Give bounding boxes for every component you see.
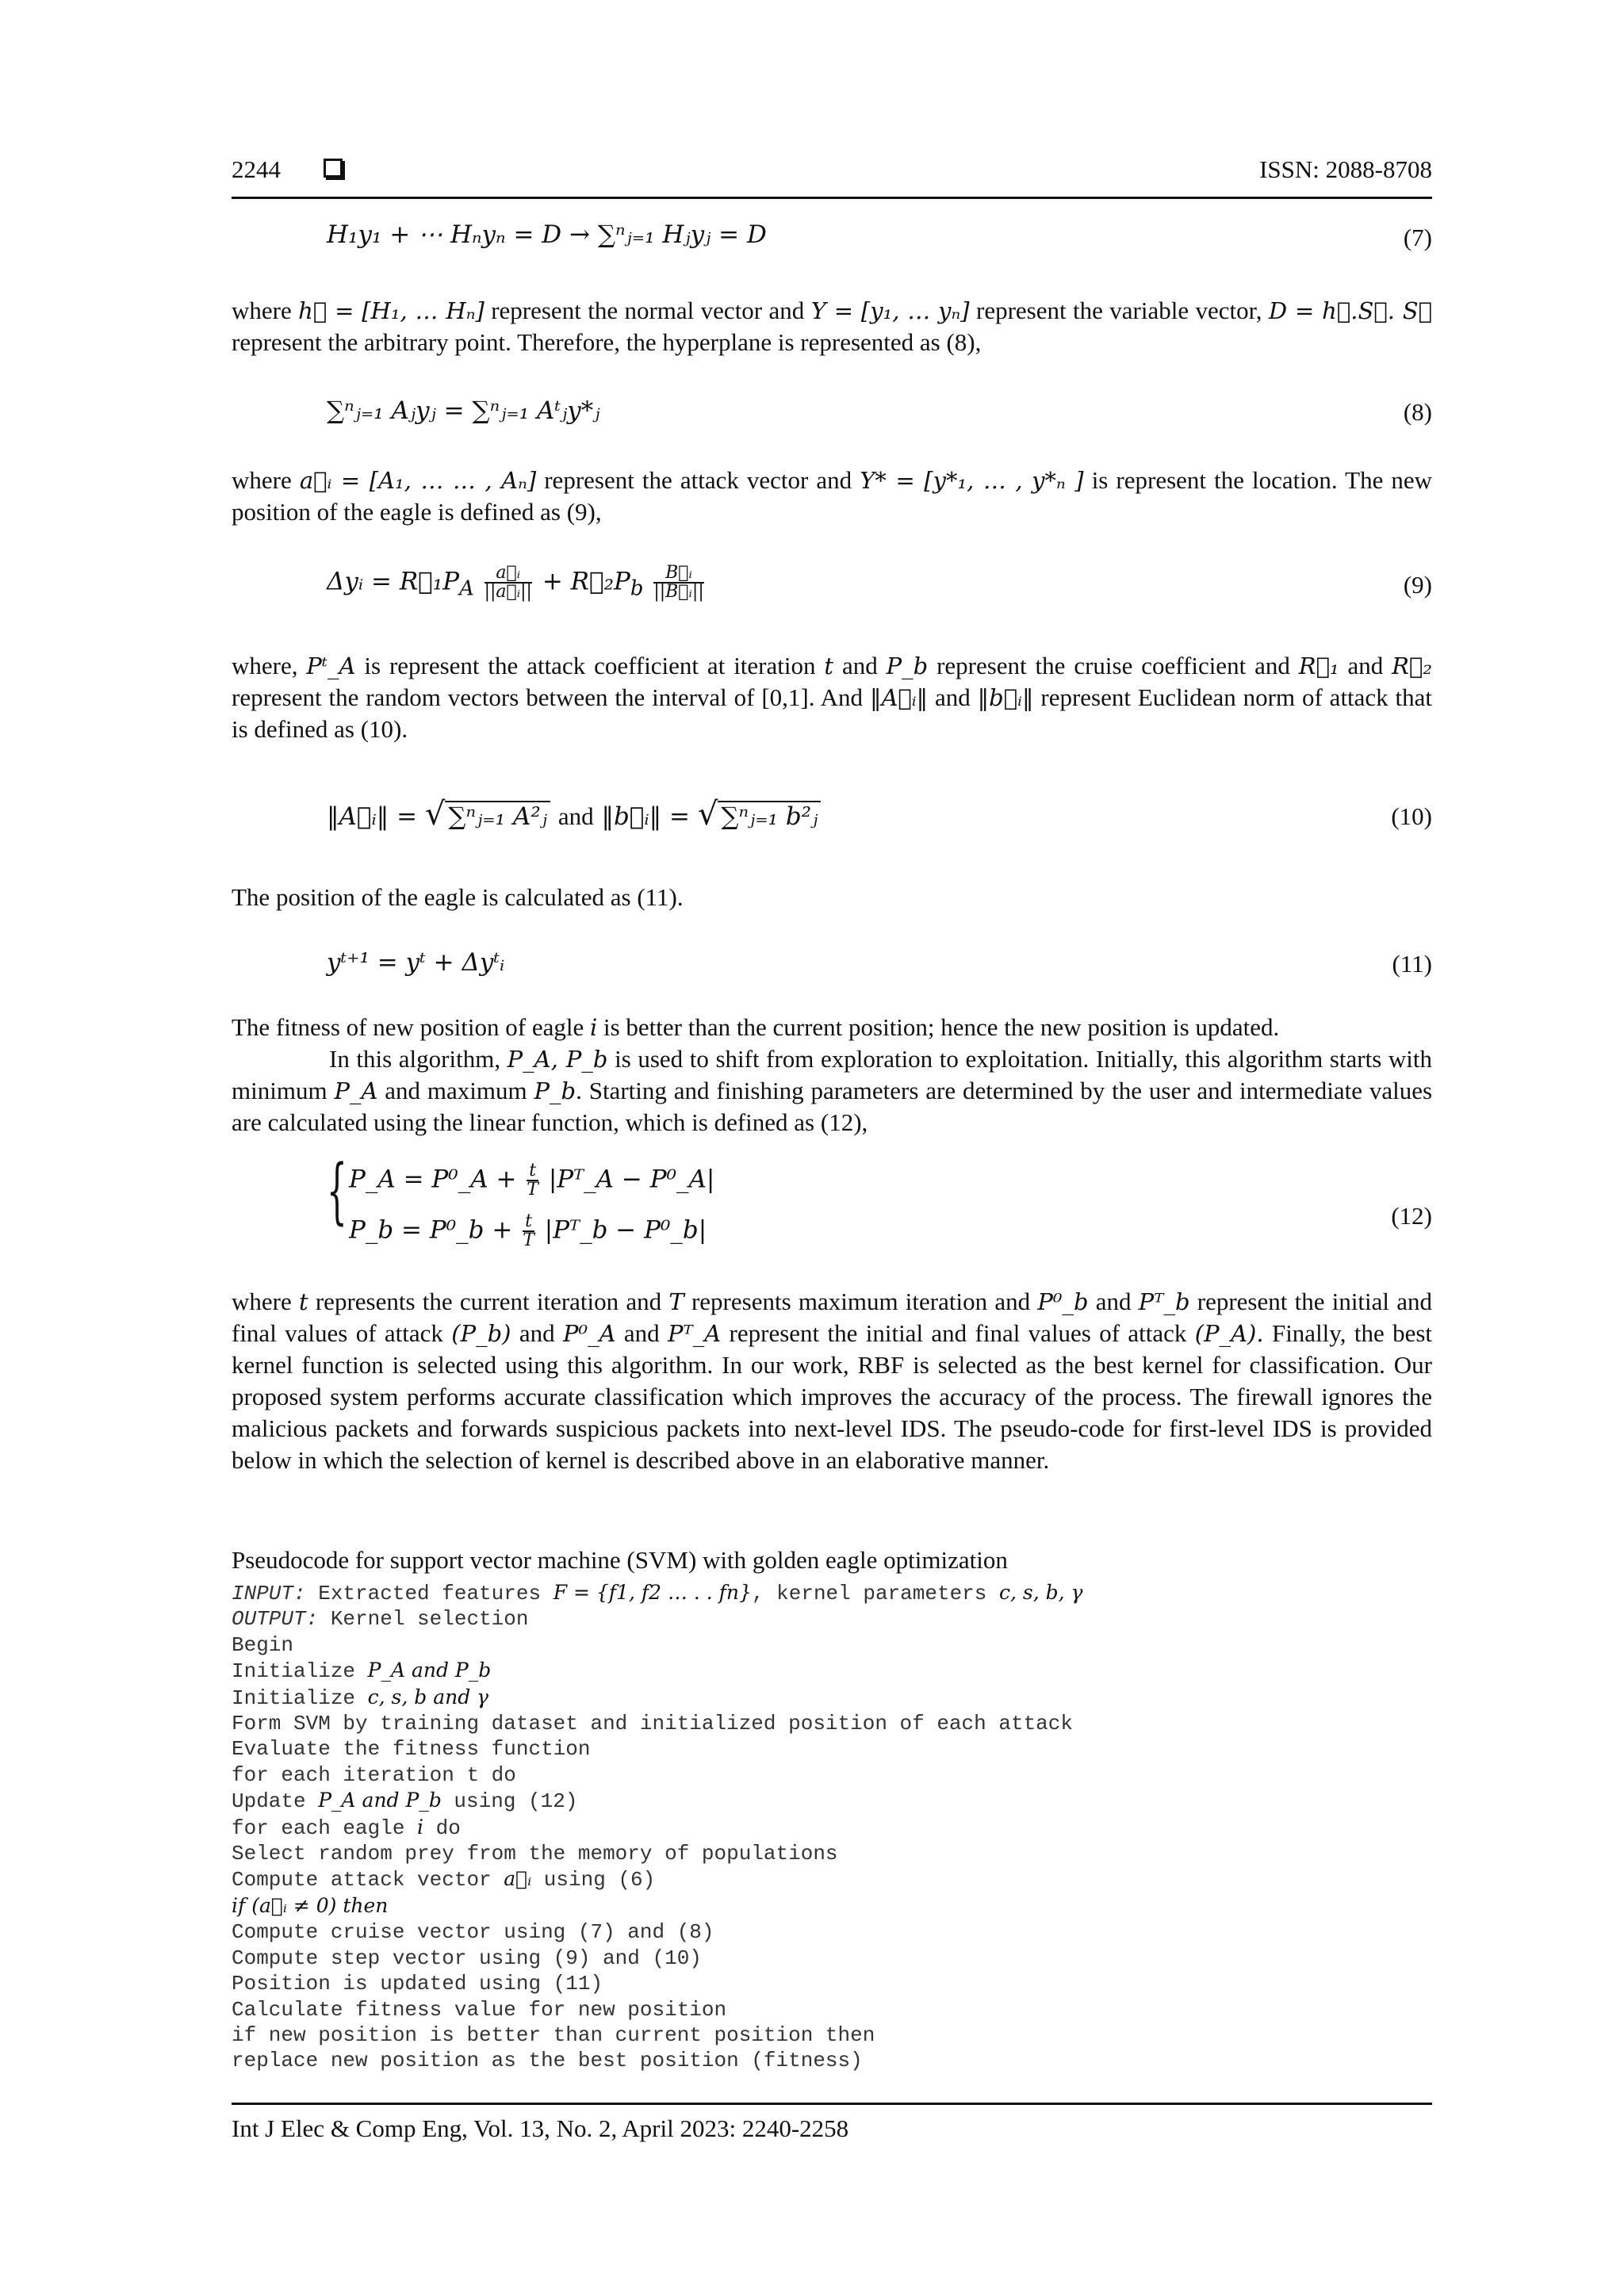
math-inline: F = {f1, f2 … . . fn} — [553, 1581, 752, 1604]
pseudocode-title: Pseudocode for support vector machine (SVM) with golden eagle optimization — [232, 1546, 1008, 1574]
math-inline: R⃗₁ — [1298, 652, 1339, 679]
text: is represent the location. The new position of the eagle is defined as (9), — [232, 466, 1433, 526]
code-line: Compute cruise vector using (7) and (8) — [232, 1920, 714, 1945]
math-term: A — [459, 576, 474, 601]
equation-12-line-1 — [349, 1162, 714, 1199]
math-term: ‖b⃗ᵢ‖ = — [601, 802, 690, 831]
fraction — [485, 564, 532, 601]
denominator: ||B⃗ᵢ|| — [653, 582, 704, 602]
fraction — [523, 1213, 534, 1249]
text: represent the normal vector and — [491, 297, 805, 324]
code-keyword: OUTPUT: — [232, 1607, 319, 1632]
text: where — [232, 1288, 292, 1315]
code-text: Extracted features — [305, 1582, 553, 1605]
text: . Starting and finishing parameters are determined by the user and intermediate values are calculated using the linear function, which is defined as (12), — [232, 1077, 1433, 1136]
text: where — [232, 297, 292, 324]
code-line: if new position is better than current position then — [232, 2022, 875, 2047]
math-inline: T — [668, 1288, 684, 1315]
code-text: for each eagle — [232, 1816, 418, 1840]
code-line — [232, 1606, 1082, 1632]
equation-11-number: (11) — [1392, 950, 1432, 978]
math-inline: P_A and P_b — [367, 1659, 492, 1682]
equation-8: ∑ⁿⱼ₌₁ Aⱼyⱼ = ∑ⁿⱼ₌₁ Aᵗⱼy*ⱼ — [327, 396, 600, 425]
math-inline: Y = [y₁, … yₙ] — [810, 297, 970, 324]
page-footer: Int J Elec & Comp Eng, Vol. 13, No. 2, April 2023: 2240-2258 — [232, 2103, 1432, 2143]
equation-12-number: (12) — [1391, 1202, 1432, 1230]
math-inline: c, s, b and γ — [367, 1685, 489, 1709]
text: represent the attack vector and — [544, 466, 852, 494]
denominator: ||a⃗ᵢ|| — [484, 582, 532, 602]
pseudocode-block — [232, 1580, 1082, 2074]
code-line — [232, 1815, 1082, 1841]
math-term: Δyᵢ = R⃗₁P — [327, 567, 460, 596]
code-line — [232, 1893, 1082, 1919]
math-inline: a⃗ᵢ = [A₁, … … , Aₙ] — [299, 467, 537, 494]
math-inline: Pᵀ_A — [668, 1320, 722, 1347]
code-text: do — [423, 1816, 461, 1840]
math-inline: P⁰_b — [1037, 1288, 1089, 1315]
math-term: |Pᵀ_b − P⁰_b| — [544, 1215, 707, 1245]
code-line — [232, 1658, 1082, 1684]
equation-7-number: (7) — [1403, 224, 1432, 251]
equation-9-number: (9) — [1403, 571, 1432, 599]
paragraph-hyperplane — [232, 295, 1432, 358]
paragraph-coefficients — [232, 650, 1432, 745]
text: and maximum — [385, 1077, 527, 1104]
math-inline: i — [589, 1014, 598, 1041]
math-inline: h⃗ = [H₁, … Hₙ] — [298, 297, 485, 324]
math-inline: t — [824, 652, 834, 679]
radicand: ∑ⁿⱼ₌₁ A²ⱼ — [445, 801, 550, 831]
code-text: using (12) — [441, 1789, 578, 1814]
text: and — [1095, 1288, 1132, 1315]
math-inline: (P_b) — [451, 1320, 511, 1347]
math-inline: a⃗ᵢ — [504, 1867, 532, 1891]
code-line: Begin — [232, 1632, 294, 1657]
paragraph-position: The position of the eagle is calculated as (11). — [232, 883, 684, 911]
math-inline: Y* = [y*₁, … , y*ₙ ] — [860, 467, 1084, 494]
math-inline: t — [298, 1288, 308, 1315]
text: and — [557, 802, 594, 830]
text: represent the initial and final values of attack — [232, 1288, 1433, 1347]
math-inline: Pᵀ_b — [1138, 1288, 1190, 1315]
math-term: b — [630, 576, 644, 601]
text: is better than the current position; hence the new position is updated. — [603, 1013, 1280, 1041]
code-line: Calculate fitness value for new position — [232, 1997, 727, 2022]
math-inline: (P_A). — [1194, 1320, 1264, 1347]
code-text: Update — [232, 1789, 319, 1814]
math-inline: P_A — [334, 1077, 378, 1104]
equation-12-line-2 — [349, 1213, 707, 1249]
text: and — [519, 1319, 555, 1347]
equation-10-number: (10) — [1391, 802, 1432, 830]
text: represent the initial and final values of attack — [729, 1319, 1187, 1347]
paragraph-algorithm — [232, 1043, 1432, 1138]
equation-11: yᵗ⁺¹ = yᵗ + Δyᵗᵢ — [327, 948, 505, 977]
code-text: Compute attack vector — [232, 1868, 504, 1892]
numerator: a⃗ᵢ — [485, 564, 532, 584]
text: In this algorithm, — [329, 1045, 501, 1073]
numerator: B⃗ᵢ — [653, 564, 703, 584]
math-inline: D = h⃗.S⃗. S⃗ — [1268, 297, 1433, 324]
math-inline: R⃗₂ — [1392, 652, 1433, 679]
code-line — [232, 1580, 1082, 1606]
equation-7: H₁y₁ + ⋯ Hₙyₙ = D → ∑ⁿⱼ₌₁ Hⱼyⱼ = D — [327, 220, 767, 249]
math-inline: ‖b⃗ᵢ‖ — [977, 684, 1034, 711]
paragraph-fitness — [232, 1012, 1432, 1043]
math-term: P_A = P⁰_A + — [349, 1165, 517, 1194]
left-brace-icon: { — [327, 1150, 347, 1233]
fraction — [653, 564, 703, 601]
square-icon — [324, 159, 343, 178]
math-inline: P_b — [886, 652, 929, 679]
paragraph-parameters — [232, 1286, 1432, 1476]
code-line: for each iteration t do — [232, 1762, 516, 1787]
numerator: t — [523, 1213, 534, 1232]
math-inline: c, s, b, γ — [999, 1581, 1083, 1604]
math-inline: P_A and P_b — [318, 1789, 442, 1812]
radicand: ∑ⁿⱼ₌₁ b²ⱼ — [718, 801, 821, 831]
issn: ISSN: 2088-8708 — [1259, 155, 1432, 183]
text: represents maximum iteration and — [691, 1288, 1031, 1315]
page-number: 2244 — [232, 155, 281, 183]
text: and — [935, 683, 971, 711]
math-inline: i — [417, 1815, 424, 1839]
equation-8-number: (8) — [1403, 398, 1432, 426]
fraction — [527, 1162, 538, 1199]
text: The fitness of new position of eagle — [232, 1013, 584, 1041]
text: where — [232, 466, 292, 494]
code-keyword: INPUT: — [232, 1582, 306, 1605]
math-inline: Pᵗ_A — [306, 652, 356, 679]
numerator: t — [527, 1162, 538, 1181]
text: where, — [232, 652, 298, 679]
math-inline: ‖A⃗ᵢ‖ — [869, 684, 929, 711]
math-term: + R⃗₂P — [542, 567, 630, 596]
code-line: replace new position as the best position (fitness) — [232, 2049, 863, 2073]
math-inline: P_A, P_b — [507, 1046, 608, 1073]
code-line — [232, 1866, 1082, 1892]
text: represent the variable vector, — [976, 297, 1262, 324]
page-header — [232, 155, 1432, 199]
equation-10 — [327, 796, 821, 832]
text: is used to shift from exploration to exploitation. Initially, this algorithm starts with minimum — [232, 1045, 1433, 1104]
math-term: P_b = P⁰_b + — [349, 1215, 513, 1245]
text: represent Euclidean norm of attack that is defined as (10). — [232, 683, 1433, 743]
radical-sign: √ — [697, 796, 718, 832]
code-line: Compute step vector using (9) and (10) — [232, 1946, 702, 1970]
math-inline: P_b — [534, 1077, 576, 1104]
math-term: |Pᵀ_A − P⁰_A| — [548, 1165, 715, 1194]
text: represents the current iteration and — [315, 1288, 662, 1315]
code-line — [232, 1788, 1082, 1814]
code-text: Initialize — [232, 1686, 368, 1710]
radical-sign: √ — [424, 796, 446, 832]
math-inline: P⁰_A — [562, 1320, 616, 1347]
denominator: T — [523, 1230, 534, 1250]
code-text: , kernel parameters — [751, 1582, 999, 1605]
denominator: T — [527, 1180, 538, 1200]
text: Finally, the best kernel function is selected using this algorithm. In our work, RBF is selected as the best kernel for classification. Our proposed system performs accurate classification which improves the accuracy of the process. The firewall ignores the malicious packets and forwards suspicious packets into next-level IDS. The pseudo-code for first-level IDS is provided below in which the selection of kernel is described above in an elaborative manner. — [232, 1319, 1433, 1474]
math-inline: if (a⃗ᵢ ≠ 0) then — [232, 1893, 389, 1917]
text: represent the random vectors between the interval of [0,1]. And — [232, 683, 864, 711]
code-line: Position is updated using (11) — [232, 1972, 603, 1996]
equation-9 — [327, 564, 707, 601]
text: represent the cruise coefficient and — [936, 652, 1290, 679]
text: represent the arbitrary point. Therefore, the hyperplane is represented as (8), — [232, 328, 982, 356]
text: and — [623, 1319, 660, 1347]
code-text: Initialize — [232, 1659, 368, 1684]
code-line: Select random prey from the memory of populations — [232, 1842, 838, 1866]
code-text: Kernel selection — [318, 1607, 529, 1632]
paragraph-attack-vector — [232, 465, 1432, 528]
code-text: using (6) — [531, 1868, 656, 1892]
code-line: Evaluate the fitness function — [232, 1737, 591, 1762]
code-line — [232, 1685, 1082, 1711]
math-term: ‖A⃗ᵢ‖ = — [327, 802, 418, 831]
text: is represent the attack coefficient at iteration — [364, 652, 816, 679]
text: and — [1347, 652, 1384, 679]
text: and — [841, 652, 878, 679]
code-line: Form SVM by training dataset and initialized position of each attack — [232, 1712, 1073, 1736]
